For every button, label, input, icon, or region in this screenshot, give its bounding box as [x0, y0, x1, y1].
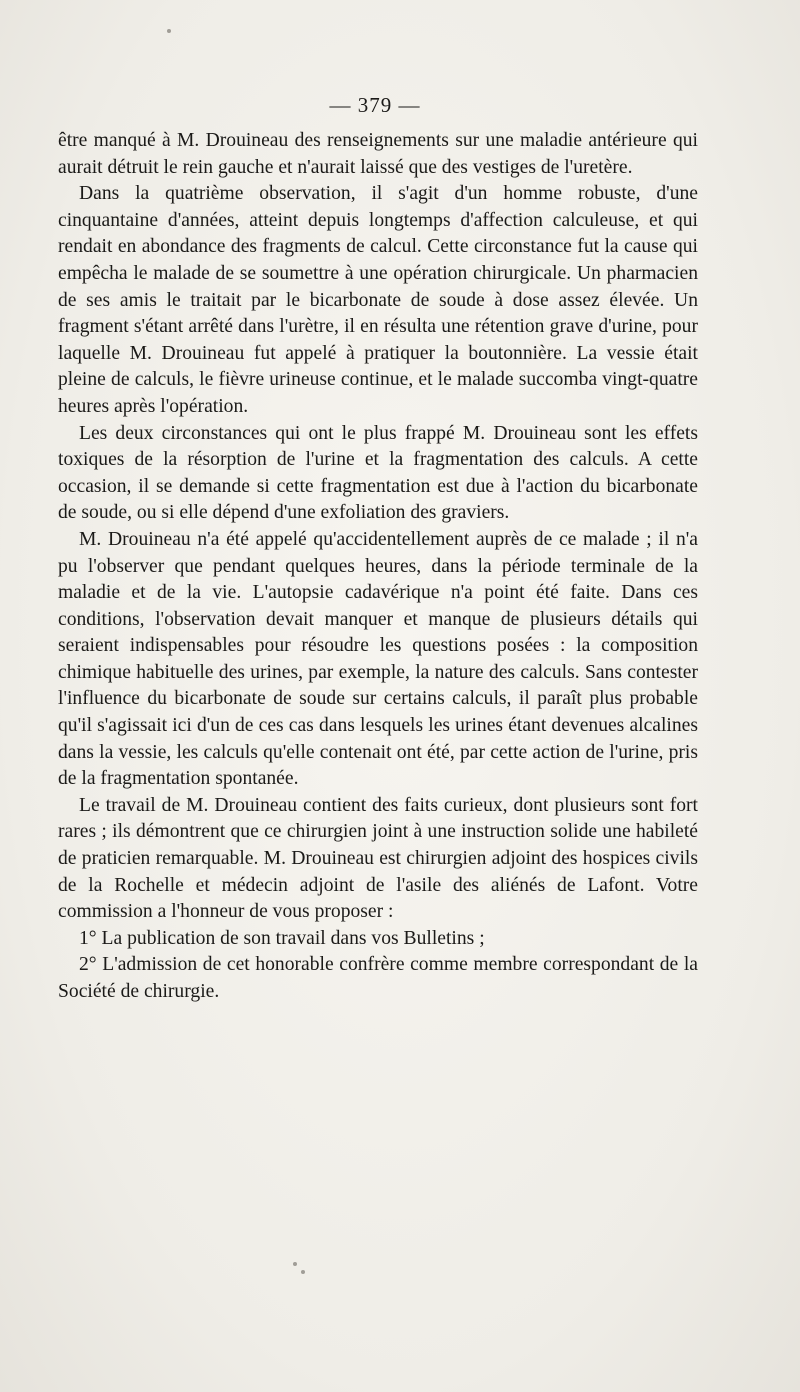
paragraph-circumstances: Les deux circonstances qui ont le plus frappé M. Drouineau sont les effets toxiques de la résorption de l'urine et la fragmentation des calculs. A cette occasion, il se demande si cette fragmentation est due à l'action du bicarbonate de soude, ou si elle dépend d'une exfoliation des graviers. [58, 422, 698, 524]
paragraph-conclusion: Le travail de M. Drouineau contient des faits curieux, dont plusieurs sont fort rares ; ils démontrent que ce chirurgien joint à une instruction solide une habileté de praticien remarquable. M. Drouineau est chirurgien adjoint des hospices civils de la Rochelle et médecin adjoint de l'asile des aliénés de Lafont. Votre commission a l'honneur de vous proposer : [58, 794, 698, 923]
proposal-item-2: 2° L'admission de cet honorable confrère comme membre correspondant de la Société de chirurgie. [58, 954, 698, 1002]
scan-speck [301, 1270, 305, 1274]
proposal-item-1: 1° La publication de son travail dans vos Bulletins ; [79, 927, 485, 949]
paragraph-fourth-observation: Dans la quatrième observation, il s'agit d'un homme robuste, d'une cinquantaine d'années, atteint depuis longtemps d'affection calculeuse, et qui rendait en abondance des fragments de calcul. Cette circonstance fut la cause qui empêcha le malade de se soumettre à une opération chirurgicale. Un pharmacien de ses amis le traitait par le bicarbonate de soude à dose assez élevée. Un fragment s'étant arrêté dans l'urètre, il en résulta une rétention grave d'urine, pour laquelle M. Drouineau fut appelé à pratiquer la boutonnière. La vessie était pleine de calculs, le fièvre urineuse continue, et le malade succomba vingt-quatre heures après l'opération. [58, 183, 698, 417]
paragraph-continuation: être manqué à M. Drouineau des renseignements sur une maladie antérieure qui aurait détruit le rein gauche et n'aurait laissé que des vestiges de l'uretère. [58, 130, 698, 178]
page-number: — 379 — [329, 93, 421, 117]
paragraph-discussion: M. Drouineau n'a été appelé qu'accidentellement auprès de ce malade ; il n'a pu l'observer que pendant quelques heures, dans la période terminale de la maladie et de la vie. L'autopsie cadavérique n'a point été faite. Dans ces conditions, l'observation devait manquer et manque de plusieurs détails qui seraient indispensables pour résoudre les questions posées : la composition chimique habituelle des urines, par exemple, la nature des calculs. Sans contester l'influence du bicarbonate de soude sur certains calculs, il paraît plus probable qu'il s'agissait ici d'un de ces cas dans lesquels les urines étant devenues alcalines dans la vessie, les calculs qu'elle contenait ont été, par cette action de l'urine, pris de la fragmentation spontanée. [58, 528, 698, 790]
scan-speck [167, 29, 171, 33]
scan-speck [293, 1262, 297, 1266]
body-text [58, 128, 698, 1006]
